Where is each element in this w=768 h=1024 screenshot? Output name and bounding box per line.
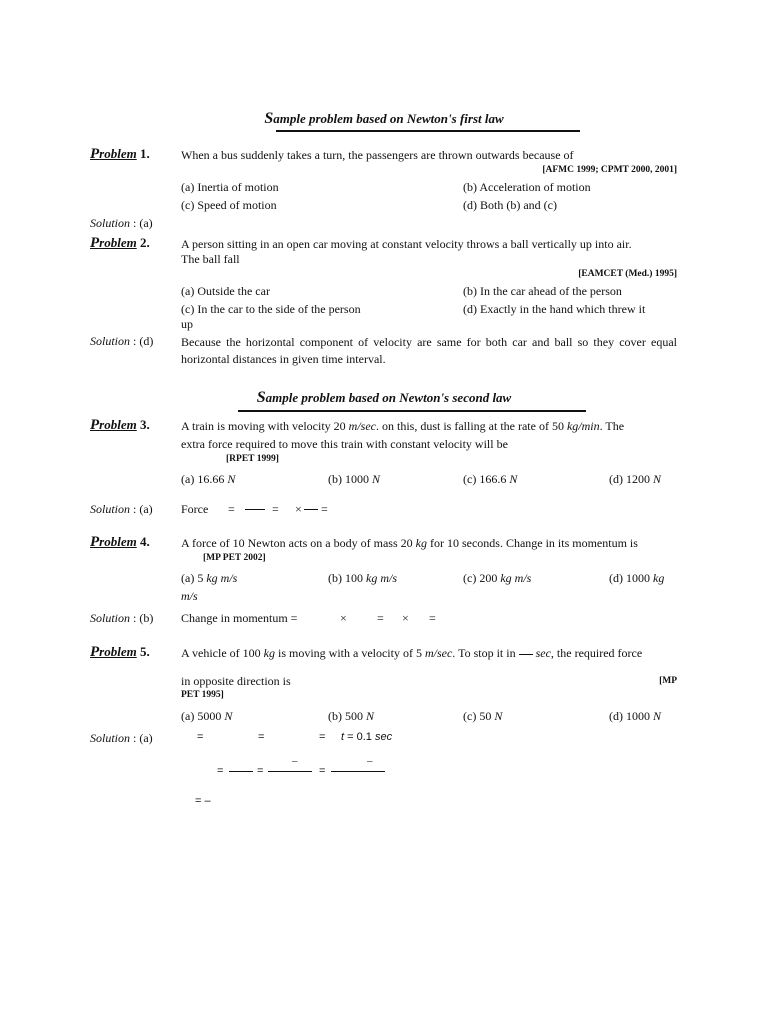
problem-text: A force of 10 Newton acts on a body of mass 20 kg for 10 seconds. Change in its momentum is — [181, 536, 638, 550]
problem-label: Problem 3. — [90, 417, 150, 433]
times-sign: × — [340, 611, 347, 625]
problem-text: A person sitting in an open car moving at constant velocity throws a ball vertically up into air. — [181, 237, 632, 251]
solution-label: Solution : (a) — [90, 731, 153, 745]
option-d[interactable]: (d) 1200 N — [609, 472, 662, 486]
equals-sign: = — [217, 765, 224, 777]
solution-label: Solution : (b) — [90, 611, 154, 625]
problem-label: Problem 5. — [90, 644, 150, 660]
section-title-first-law: Sample problem based on Newton's first law — [264, 110, 504, 127]
equals-sign: = — [228, 502, 235, 516]
option-c[interactable]: (c) 50 N — [463, 709, 503, 723]
exam-reference: [RPET 1999] — [226, 454, 279, 464]
option-a[interactable]: (a) 16.66 N — [181, 472, 236, 486]
problem-label: Problem 1. — [90, 146, 150, 162]
fraction-bar — [331, 771, 385, 772]
equals-sign: = — [257, 765, 264, 777]
option-b[interactable]: (b) Acceleration of motion — [463, 180, 591, 194]
solution-work: Change in momentum = — [181, 611, 298, 625]
equals-sign: = — [377, 611, 384, 625]
problem-text: When a bus suddenly takes a turn, the passengers are thrown outwards because of — [181, 148, 574, 162]
title-underline — [238, 410, 586, 412]
equals-sign: = — [429, 611, 436, 625]
equals-sign: = — [319, 731, 326, 743]
option-d[interactable]: (d) Exactly in the hand which threw it — [463, 302, 646, 316]
time-value: t = 0.1 sec — [341, 731, 393, 743]
option-a[interactable]: (a) Outside the car — [181, 284, 270, 298]
option-b[interactable]: (b) 500 N — [328, 709, 375, 723]
solution-label: Solution : (a) — [90, 216, 153, 230]
solution-explanation: Because the horizontal component of velocity are same for both car and ball so they cover equal horizontal distances in given time interval. — [181, 335, 677, 366]
solution-label: Solution : (a) — [90, 502, 153, 516]
minus-sign: – — [367, 755, 373, 767]
equals-sign: = — [272, 502, 279, 516]
equals-sign: = — [319, 765, 326, 777]
option-a[interactable]: (a) Inertia of motion — [181, 180, 279, 194]
exam-reference: [MP PET 2002] — [203, 553, 266, 563]
option-c[interactable]: (c) 200 kg m/s — [463, 571, 532, 585]
problem-text: A vehicle of 100 kg is moving with a velocity of 5 m/sec. To stop it in sec, the required force — [181, 646, 643, 660]
solution-work: Force — [181, 502, 209, 516]
problem-text-cont: extra force required to move this train with constant velocity will be — [181, 437, 508, 451]
option-d-cont: up — [181, 317, 193, 331]
section-title-second-law: Sample problem based on Newton's second law — [256, 389, 512, 406]
option-d[interactable]: (d) 1000 N — [609, 709, 662, 723]
equals-sign: = — [258, 731, 265, 743]
option-b[interactable]: (b) In the car ahead of the person — [463, 284, 622, 298]
option-c[interactable]: (c) In the car to the side of the person — [181, 302, 361, 316]
option-c[interactable]: (c) Speed of motion — [181, 198, 277, 212]
option-b[interactable]: (b) 1000 N — [328, 472, 381, 486]
option-d-cont: m/s — [181, 589, 198, 603]
problem-label: Problem 4. — [90, 534, 150, 550]
option-a[interactable]: (a) 5000 N — [181, 709, 233, 723]
equals-sign: = — [197, 731, 204, 743]
fraction-bar — [268, 771, 312, 772]
option-d[interactable]: (d) 1000 kg — [609, 571, 665, 585]
equals-sign: = — [321, 502, 328, 516]
exam-reference: [MP — [659, 676, 677, 686]
problem-text: A train is moving with velocity 20 m/sec. on this, dust is falling at the rate of 50 kg/min. The — [181, 419, 625, 433]
minus-sign: – — [292, 755, 298, 767]
option-b[interactable]: (b) 100 kg m/s — [328, 571, 397, 585]
times-sign: × — [295, 502, 302, 516]
exam-reference-cont: PET 1995] — [181, 690, 224, 700]
problem-text-cont: The ball fall — [181, 252, 240, 266]
exam-reference: [EAMCET (Med.) 1995] — [578, 269, 677, 279]
fraction-bar — [245, 509, 265, 510]
final-equation: = – — [195, 795, 211, 807]
title-underline — [276, 130, 580, 132]
problem-label: Problem 2. — [90, 235, 150, 251]
solution-label: Solution : (d) — [90, 334, 154, 348]
fraction-bar — [304, 509, 318, 510]
option-d[interactable]: (d) Both (b) and (c) — [463, 198, 557, 212]
option-c[interactable]: (c) 166.6 N — [463, 472, 518, 486]
times-sign: × — [402, 611, 409, 625]
exam-reference: [AFMC 1999; CPMT 2000, 2001] — [542, 165, 677, 175]
fraction-bar — [229, 771, 253, 772]
option-a[interactable]: (a) 5 kg m/s — [181, 571, 238, 585]
problem-text-cont: in opposite direction is — [181, 674, 291, 688]
